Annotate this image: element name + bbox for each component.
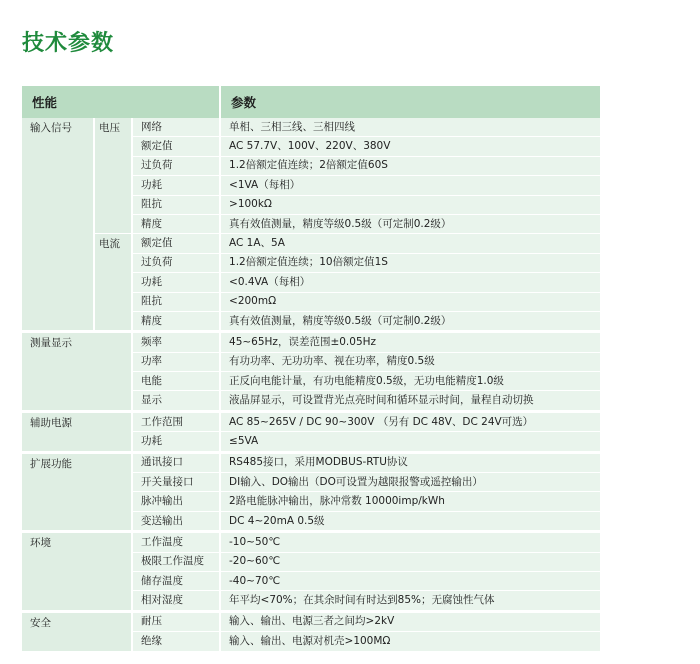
value-cell: -40~70℃	[220, 571, 600, 590]
table-row	[22, 412, 600, 431]
spec-table	[22, 86, 601, 652]
value-cell: ≤5VA	[220, 432, 600, 451]
item-cell: 工作范围	[132, 412, 220, 431]
value-cell: AC 85~265V / DC 90~300V （另有 DC 48V、DC 24V可选）	[220, 412, 600, 431]
item-cell: 网络	[132, 118, 220, 137]
item-cell: 通讯接口	[132, 453, 220, 472]
item-cell: 相对湿度	[132, 591, 220, 610]
group-label: 辅助电源	[22, 412, 132, 451]
value-cell: 年平均<70%；在其余时间有时达到85%；无腐蚀性气体	[220, 591, 600, 610]
table-row	[22, 453, 600, 472]
item-cell: 阻抗	[132, 292, 220, 311]
item-cell: 额定值	[132, 234, 220, 253]
item-cell: 开关量接口	[132, 473, 220, 492]
item-cell: 功耗	[132, 176, 220, 195]
item-cell: 精度	[132, 311, 220, 330]
value-cell: <0.4VA（每相）	[220, 273, 600, 292]
item-cell: 脉冲输出	[132, 492, 220, 511]
subgroup-label: 电流	[94, 234, 132, 331]
value-cell: AC 57.7V、100V、220V、380V	[220, 137, 600, 156]
group-label: 测量显示	[22, 333, 132, 411]
table-row	[22, 612, 600, 631]
value-cell: 单相、三相三线、三相四线	[220, 118, 600, 137]
value-cell: 45~65Hz，误差范围±0.05Hz	[220, 333, 600, 352]
item-cell: 功耗	[132, 432, 220, 451]
group-label: 安全	[22, 612, 132, 651]
value-cell: 输入、输出、电源三者之间均>2kV	[220, 612, 600, 631]
value-cell: <1VA（每相）	[220, 176, 600, 195]
table-row	[22, 234, 600, 253]
item-cell: 功率	[132, 352, 220, 371]
value-cell: 真有效值测量，精度等级0.5级（可定制0.2级）	[220, 311, 600, 330]
item-cell: 变送输出	[132, 511, 220, 530]
value-cell: 2路电能脉冲输出，脉冲常数 10000imp/kWh	[220, 492, 600, 511]
item-cell: 储存温度	[132, 571, 220, 590]
value-cell: -10~50℃	[220, 533, 600, 552]
item-cell: 额定值	[132, 137, 220, 156]
value-cell: AC 1A、5A	[220, 234, 600, 253]
header-param: 参数	[220, 86, 600, 118]
item-cell: 频率	[132, 333, 220, 352]
group-label: 扩展功能	[22, 453, 132, 531]
item-cell: 精度	[132, 214, 220, 233]
value-cell: 液晶屏显示，可设置背光点亮时间和循环显示时间，量程自动切换	[220, 391, 600, 410]
item-cell: 耐压	[132, 612, 220, 631]
header-feature: 性能	[22, 86, 220, 118]
value-cell: 输入、输出、电源对机壳>100MΩ	[220, 632, 600, 651]
item-cell: 显示	[132, 391, 220, 410]
item-cell: 过负荷	[132, 156, 220, 175]
value-cell: 真有效值测量，精度等级0.5级（可定制0.2级）	[220, 214, 600, 233]
table-row	[22, 533, 600, 552]
value-cell: <200mΩ	[220, 292, 600, 311]
group-label: 环境	[22, 533, 132, 611]
value-cell: 1.2倍额定值连续；10倍额定值1S	[220, 253, 600, 272]
value-cell: -20~60℃	[220, 552, 600, 571]
item-cell: 工作温度	[132, 533, 220, 552]
item-cell: 过负荷	[132, 253, 220, 272]
page-title: 技术参数	[22, 31, 115, 56]
item-cell: 功耗	[132, 273, 220, 292]
table-row	[22, 118, 600, 137]
value-cell: RS485接口，采用MODBUS-RTU协议	[220, 453, 600, 472]
value-cell: DI输入、DO输出（DO可设置为越限报警或遥控输出）	[220, 473, 600, 492]
item-cell: 阻抗	[132, 195, 220, 214]
item-cell: 电能	[132, 372, 220, 391]
value-cell: 有功功率、无功功率、视在功率，精度0.5级	[220, 352, 600, 371]
table-row	[22, 333, 600, 352]
value-cell: >100kΩ	[220, 195, 600, 214]
item-cell: 绝缘	[132, 632, 220, 651]
value-cell: DC 4~20mA 0.5级	[220, 511, 600, 530]
value-cell: 正反向电能计量，有功电能精度0.5级，无功电能精度1.0级	[220, 372, 600, 391]
table-header-row	[22, 86, 600, 118]
spec-body	[22, 118, 600, 651]
item-cell: 极限工作温度	[132, 552, 220, 571]
subgroup-label: 电压	[94, 118, 132, 234]
value-cell: 1.2倍额定值连续；2倍额定值60S	[220, 156, 600, 175]
group-label: 输入信号	[22, 118, 94, 331]
